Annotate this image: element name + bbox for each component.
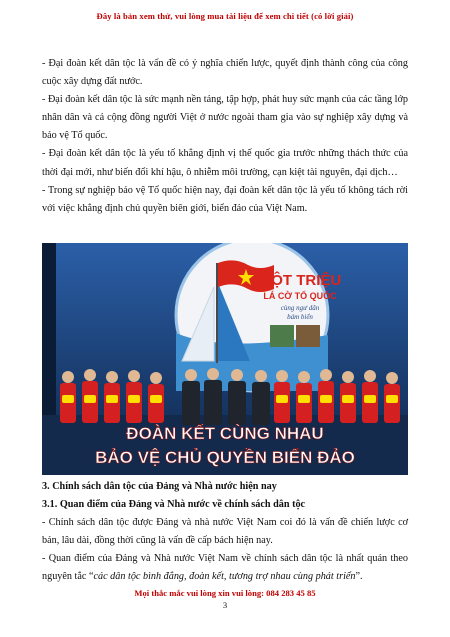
heading-3: 3. Chính sách dân tộc của Đảng và Nhà nước hiện nay xyxy=(42,481,277,492)
policy-paragraph: - Chính sách dân tộc được Đảng và nhà nước Việt Nam coi đó là vấn đề chiến lược cơ bản, lâu dài, đồng thời cũng là vấn đề cấp bách hiện nay. xyxy=(42,517,408,547)
quote-prefix: - Quan điểm của Đảng và Nhà nước Việt Nam về chính sách dân tộc là nhất quán theo nguyên tắc “ xyxy=(42,553,408,583)
bullet-paragraph: - Đại đoàn kết dân tộc là sức mạnh nền tảng, tập hợp, phát huy sức mạnh của các tầng lớp nhân dân và cả cộng đồng người Việt ở nước ngoài tham gia vào sự nghiệp xây dựng và bảo vệ Tổ quốc. xyxy=(42,94,408,142)
contact-footer: Mọi thắc mắc vui lòng xin vui lòng: 084 283 45 85 xyxy=(134,588,316,598)
headline-line1: MỘT TRIỆU xyxy=(258,272,342,289)
bullet-paragraph: - Đại đoàn kết dân tộc là yếu tố khẳng định vị thế quốc gia trước những thách thức của thời đại mới, như biến đổi khí hậu, ô nhiễm môi trường, cạn kiệt tài nguyên, đại dịch… xyxy=(42,148,408,178)
quote-suffix: ”. xyxy=(355,571,363,583)
bullet-paragraph: - Trong sự nghiệp bảo vệ Tổ quốc hiện nay, đại đoàn kết dân tộc là yếu tố không tách rời với việc khẳng định chủ quyền biên giới, biển đảo của Việt Nam. xyxy=(42,184,408,214)
event-photo xyxy=(42,243,408,475)
headline-line3: cùng ngư dân xyxy=(280,304,320,312)
heading-3-1: 3.1. Quan điểm của Đảng và Nhà nước về chính sách dân tộc xyxy=(42,499,306,511)
overlay-slogan-line2: BẢO VỆ CHỦ QUYỀN BIỂN ĐẢO xyxy=(95,448,355,467)
headline-line4: bám biển xyxy=(287,313,313,321)
policy-paragraph-quote xyxy=(42,550,408,586)
page-number: 3 xyxy=(222,600,228,610)
preview-banner: Đây là bản xem thử, vui lòng mua tài liệu để xem chi tiết (có lời giải) xyxy=(96,11,354,21)
quote-italic: các dân tộc bình đẳng, đoàn kết, tương trợ nhau cùng phát triển xyxy=(93,571,356,583)
main-content xyxy=(42,55,408,218)
policy-section xyxy=(42,478,408,587)
overlay-slogan-line1: ĐOÀN KẾT CÙNG NHAU xyxy=(126,424,324,443)
bullet-paragraph: - Đại đoàn kết dân tộc là vấn đề có ý nghĩa chiến lược, quyết định thành công của công cuộc xây dựng đất nước. xyxy=(42,58,408,88)
headline-line2: LÁ CỜ TỔ QUỐC xyxy=(263,291,337,301)
